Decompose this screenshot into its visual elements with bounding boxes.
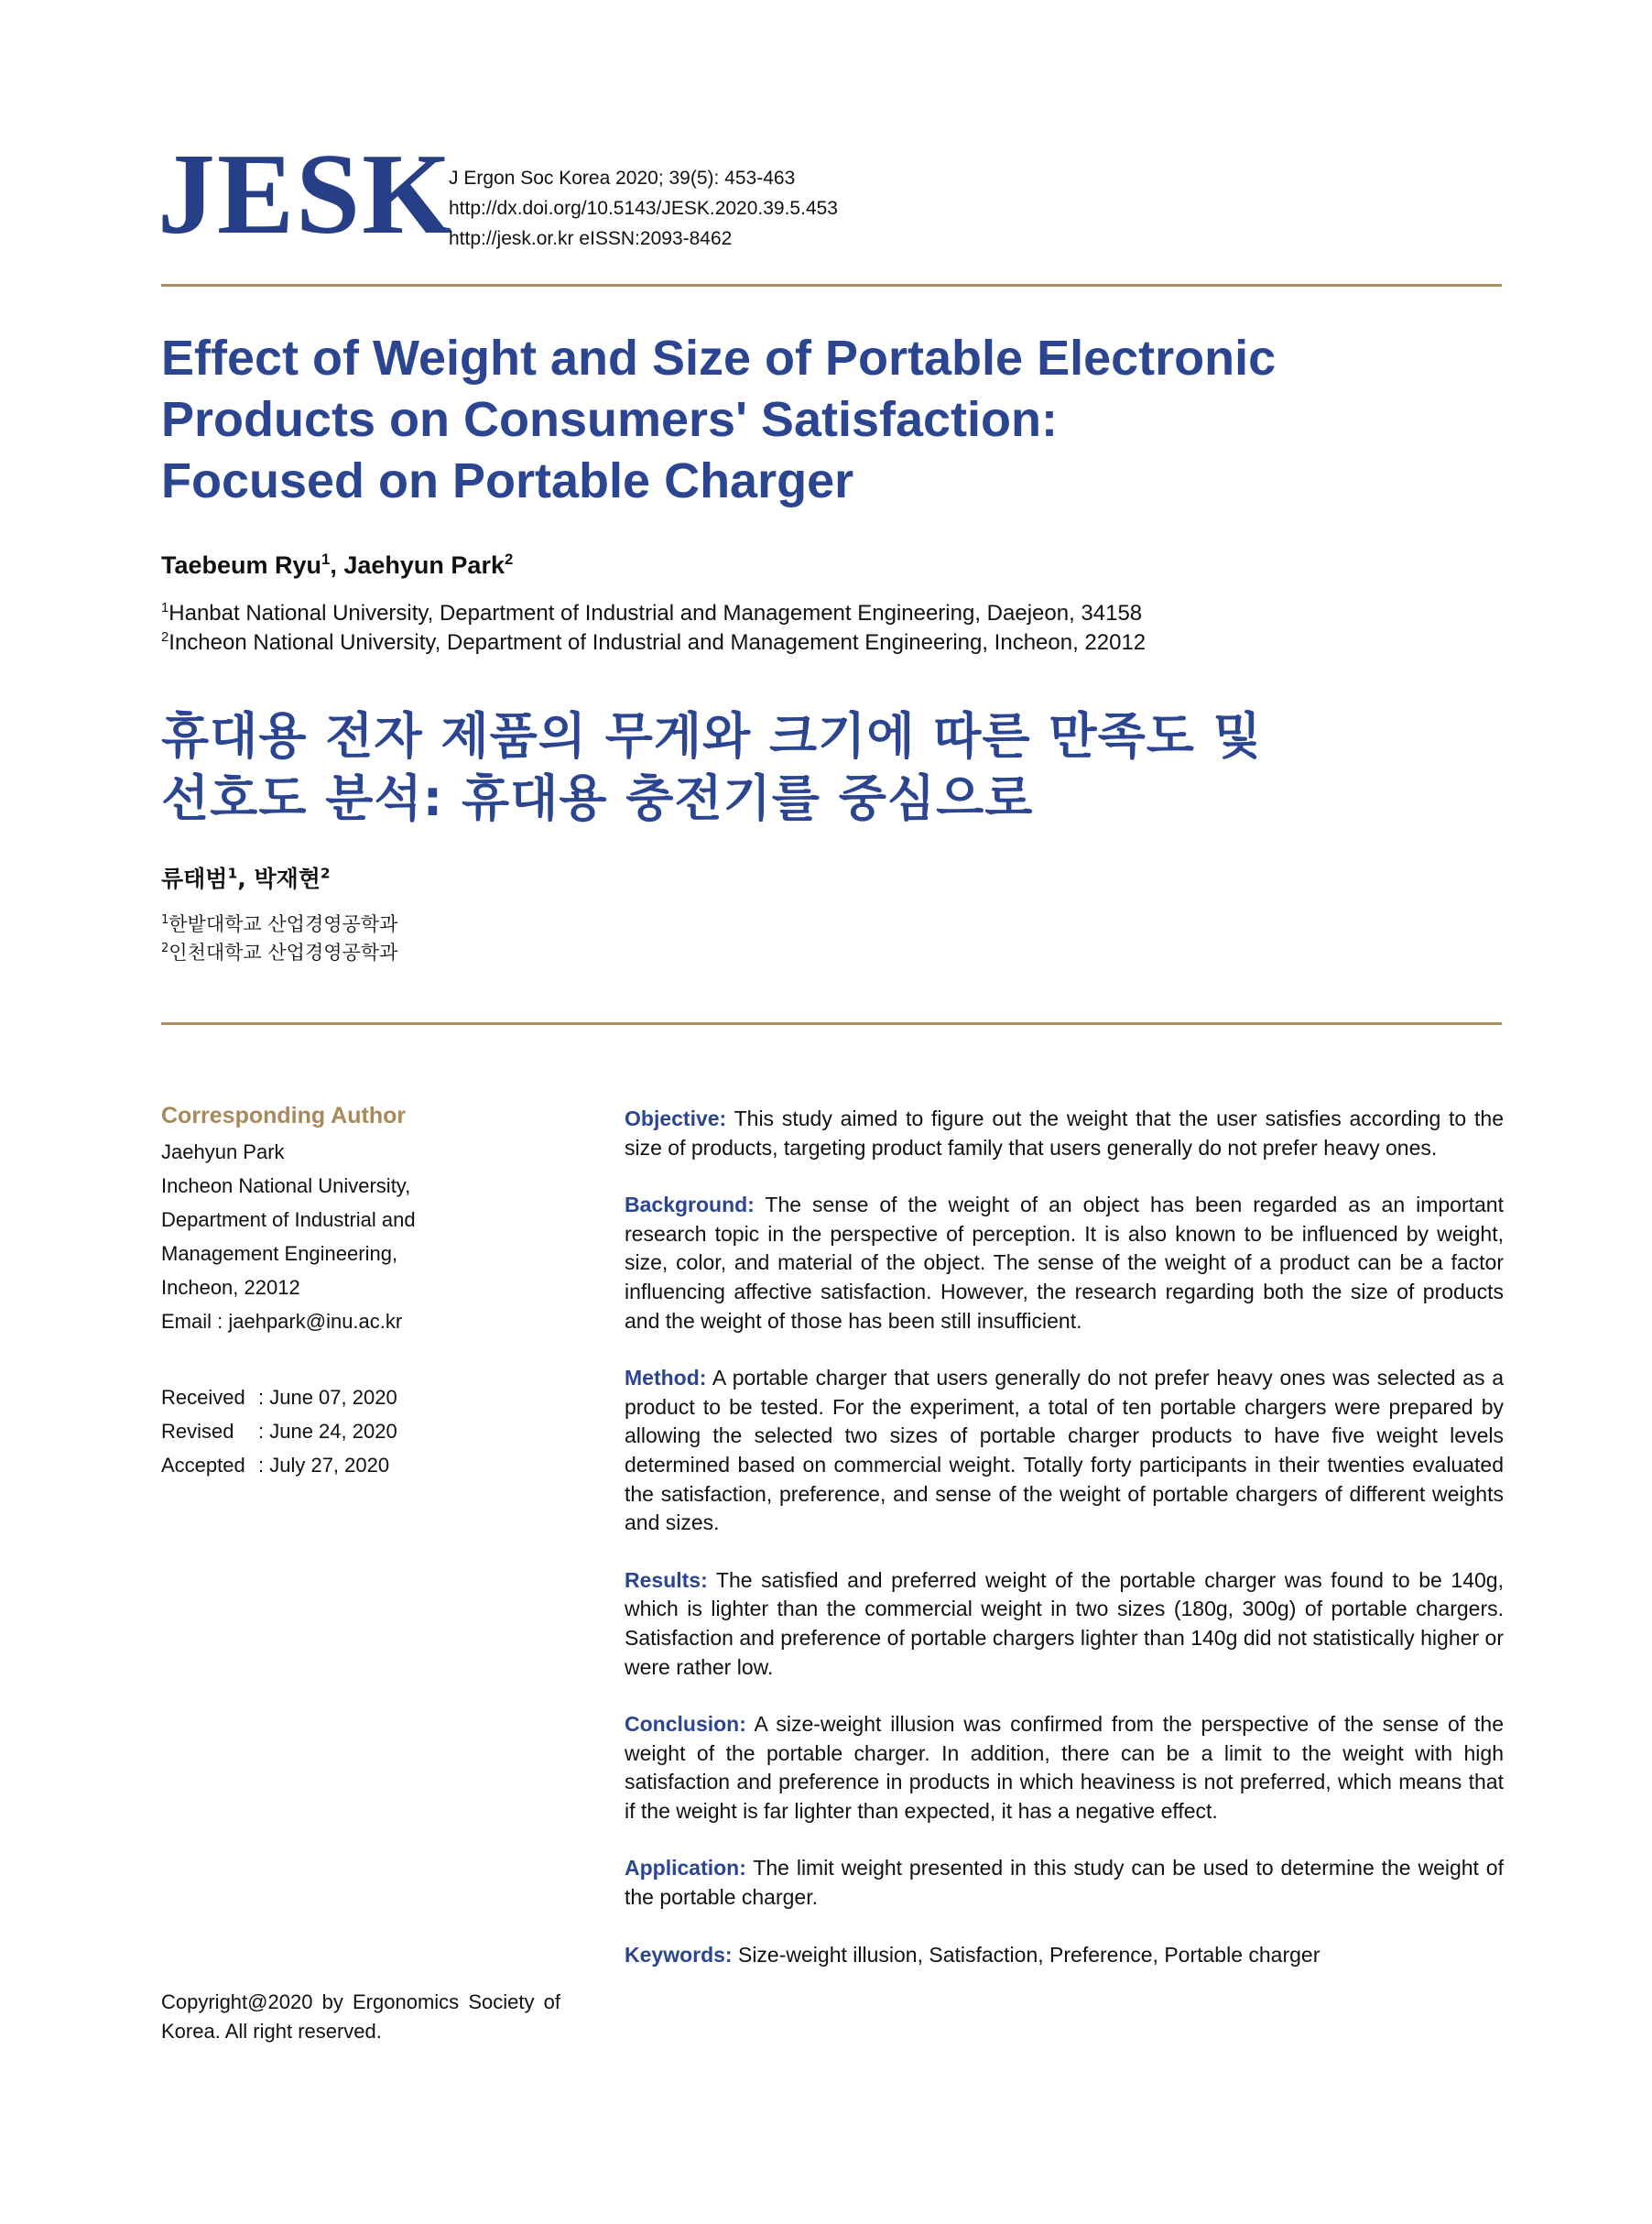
accepted-date [161,1448,582,1482]
authors-ko [161,861,331,894]
affiliation-en-1 [161,599,1146,628]
corresponding-author-heading: Corresponding Author [161,1103,407,1128]
corresponding-email[interactable]: Email : jaehpark@inu.ac.kr [161,1310,403,1333]
section-heading: Keywords: [625,1942,733,1967]
corresponding-line: Management Engineering, [161,1242,398,1265]
affiliation-sup: 1 [161,913,169,927]
section-heading: Results: [625,1567,708,1592]
corresponding-line: Jaehyun Park [161,1140,285,1163]
title-divider [161,1022,1502,1025]
received-date [161,1380,582,1414]
affiliation-text: 한밭대학교 산업경영공학과 [168,913,398,935]
paper-title-en [161,328,1443,512]
date-value: : June 07, 2020 [258,1386,397,1409]
section-heading: Conclusion: [625,1712,746,1737]
journal-info [449,163,838,254]
section-text: A size-weight illusion was confirmed from the perspective of the sense of the weight of the portable charger. In addition, there can be a limit to the weight with high satisfaction and preference in products in which heaviness is not preferred, which means that if the weight is far lighter than expected, it has a negative effect. [625,1712,1504,1823]
abstract-background [625,1191,1504,1335]
section-text: A portable charger that users generally do not prefer heavy ones was selected as a product to be tested. For the experiment, a total of ten portable chargers were prepared by allowing the selected two sizes of portable charger products to have five weight levels determined based on commercial weight. Totally forty participants in their twenties evaluated the satisfaction, preference, and sense of the weight of portable chargers of different weights and sizes. [625,1366,1504,1535]
section-text: This study aimed to figure out the weight that the user satisfies according to the size of products, targeting product family that users generally do not prefer heavy ones. [625,1107,1504,1160]
paper-title-ko [161,705,1498,830]
dates-block [161,1380,582,1482]
affiliations-en [161,599,1146,658]
section-heading: Background: [625,1193,755,1217]
author-separator-ko: , [237,866,255,892]
date-label: Accepted [161,1454,245,1477]
abstract-keywords [625,1941,1504,1970]
author-2-sup: 2 [504,551,514,568]
corresponding-line: Incheon, 22012 [161,1276,300,1299]
title-ko-line-1: 휴대용 전자 제품의 무게와 크기에 따른 만족도 및 [161,707,1262,765]
corresponding-line: Incheon National University, [161,1174,411,1197]
citation-line: J Ergon Soc Korea 2020; 39(5): 453-463 [449,168,796,189]
author-1-sup: 1 [321,551,331,568]
abstract-application [625,1854,1504,1912]
section-text: The sense of the weight of an object has been regarded as an important research topic in the perspective of perception. It is also known to be influenced by weight, size, color, and material of the object. The sense of the weight of a product can be a factor influencing affective satisfaction. However, the research regarding both the size of products and the weight of those has been still insufficient. [625,1193,1504,1333]
abstract-method [625,1364,1504,1538]
affiliation-text: Incheon National University, Department of Industrial and Management Engineering, Incheon, 22012 [168,630,1147,655]
journal-site-line[interactable]: http://jesk.or.kr eISSN:2093-8462 [449,228,733,249]
author-1-name: Taebeum Ryu [161,551,322,579]
affiliation-text: Hanbat National University, Department of Industrial and Management Engineering, Daejeon, 34158 [168,601,1143,626]
section-heading: Objective: [625,1107,727,1130]
revised-date [161,1414,582,1448]
affiliation-sup: 2 [161,942,169,955]
affiliation-text: 인천대학교 산업경영공학과 [168,942,398,964]
section-text: The limit weight presented in this study can be used to determine the weight of the portable charger. [625,1856,1504,1910]
corresponding-author-block [161,1103,582,1482]
date-label: Received [161,1386,245,1409]
author-2-sup-ko: 2 [320,865,331,882]
authors-en [161,551,513,580]
affiliation-sup: 1 [161,601,169,616]
copyright-notice: Copyright@2020 by Ergonomics Society of Korea. All right reserved. [161,1990,560,2043]
section-heading: Application: [625,1856,746,1881]
abstract-conclusion [625,1710,1504,1826]
affiliation-ko-2 [161,939,397,967]
author-1-name-ko: 류태범 [161,866,228,892]
affiliation-sup: 2 [161,630,169,645]
date-label: Revised [161,1420,234,1443]
abstract-results [625,1566,1504,1682]
title-en-line-1: Effect of Weight and Size of Portable Electronic [161,331,1277,386]
section-text: Size-weight illusion, Satisfaction, Preference, Portable charger [732,1942,1321,1967]
abstract-objective [625,1105,1504,1162]
title-ko-line-2: 선호도 분석: 휴대용 충전기를 중심으로 [161,769,1034,827]
section-heading: Method: [625,1366,707,1390]
section-text: The satisfied and preferred weight of the portable charger was found to be 140g, which is lighter than the commercial weight in two sizes (180g, 300g) of portable chargers. Satisfaction and preference of portable chargers lighter than 140g did not statistically higher or were rather low. [625,1567,1504,1679]
author-separator: , [330,551,344,579]
affiliations-ko [161,910,397,967]
title-en-line-3: Focused on Portable Charger [161,453,854,508]
affiliation-ko-1 [161,910,397,939]
header-divider [161,284,1502,287]
affiliation-en-2 [161,628,1146,658]
author-1-sup-ko: 1 [227,865,238,882]
author-2-name-ko: 박재현 [254,866,321,892]
author-2-name: Jaehyun Park [343,551,505,579]
doi-link[interactable]: http://dx.doi.org/10.5143/JESK.2020.39.5.453 [449,198,838,219]
journal-logo: JESK [158,131,454,258]
date-value: : June 24, 2020 [258,1420,397,1443]
date-value: : July 27, 2020 [258,1454,390,1477]
abstract [625,1105,1504,1998]
corresponding-line: Department of Industrial and [161,1208,416,1231]
title-en-line-2: Products on Consumers' Satisfaction: [161,392,1058,447]
